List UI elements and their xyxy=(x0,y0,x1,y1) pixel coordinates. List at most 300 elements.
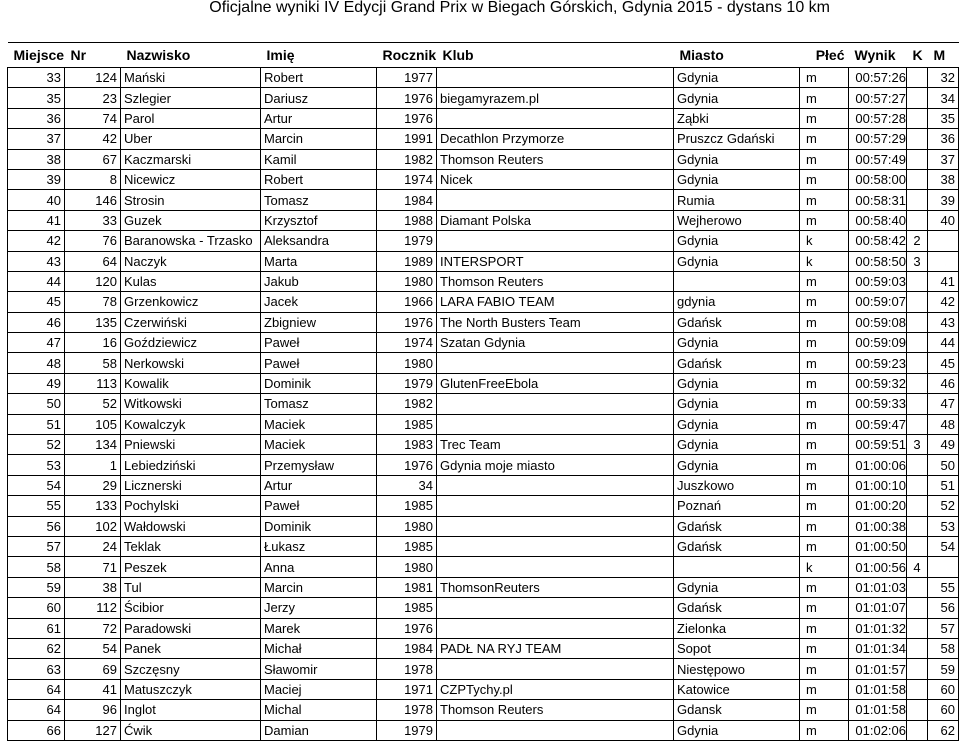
cell-m: 54 xyxy=(928,536,959,556)
cell-miasto: Gdynia xyxy=(674,435,800,455)
cell-m: 48 xyxy=(928,414,959,434)
cell-m xyxy=(928,251,959,271)
cell-k xyxy=(907,516,928,536)
cell-klub xyxy=(437,108,674,128)
cell-klub: Thomson Reuters xyxy=(437,700,674,720)
cell-plec: m xyxy=(800,169,849,189)
cell-miasto: Katowice xyxy=(674,679,800,699)
cell-imie: Damian xyxy=(261,720,377,740)
cell-rocznik: 34 xyxy=(377,475,437,495)
cell-plec: m xyxy=(800,210,849,230)
cell-nr: 71 xyxy=(65,557,121,577)
cell-klub xyxy=(437,659,674,679)
cell-rocznik: 1976 xyxy=(377,88,437,108)
cell-nazwisko: Pniewski xyxy=(121,435,261,455)
cell-k: 3 xyxy=(907,435,928,455)
cell-plec: m xyxy=(800,68,849,88)
cell-klub: Trec Team xyxy=(437,435,674,455)
cell-k xyxy=(907,700,928,720)
cell-k xyxy=(907,169,928,189)
table-row xyxy=(8,108,959,128)
cell-miejsce: 61 xyxy=(8,618,65,638)
cell-plec: m xyxy=(800,577,849,597)
cell-rocznik: 1978 xyxy=(377,700,437,720)
cell-klub xyxy=(437,557,674,577)
cell-miasto: Gdańsk xyxy=(674,598,800,618)
cell-imie: Michal xyxy=(261,700,377,720)
cell-plec: m xyxy=(800,190,849,210)
header-miejsce: Miejsce xyxy=(8,43,65,68)
cell-miejsce: 57 xyxy=(8,536,65,556)
cell-miejsce: 62 xyxy=(8,638,65,658)
cell-klub: GlutenFreeEbola xyxy=(437,373,674,393)
cell-nr: 76 xyxy=(65,231,121,251)
cell-plec: k xyxy=(800,231,849,251)
cell-nazwisko: Nicewicz xyxy=(121,169,261,189)
cell-nazwisko: Paradowski xyxy=(121,618,261,638)
cell-nr: 69 xyxy=(65,659,121,679)
cell-miasto: Gdynia xyxy=(674,251,800,271)
cell-klub: The North Busters Team xyxy=(437,312,674,332)
cell-imie: Przemysław xyxy=(261,455,377,475)
cell-klub: Szatan Gdynia xyxy=(437,333,674,353)
cell-miejsce: 58 xyxy=(8,557,65,577)
cell-wynik: 00:59:23 xyxy=(849,353,907,373)
cell-klub: Decathlon Przymorze xyxy=(437,129,674,149)
cell-nazwisko: Panek xyxy=(121,638,261,658)
cell-k xyxy=(907,536,928,556)
cell-rocznik: 1974 xyxy=(377,333,437,353)
cell-nazwisko: Peszek xyxy=(121,557,261,577)
table-row xyxy=(8,251,959,271)
cell-miejsce: 40 xyxy=(8,190,65,210)
cell-nr: 134 xyxy=(65,435,121,455)
table-row xyxy=(8,638,959,658)
cell-plec: m xyxy=(800,394,849,414)
cell-k xyxy=(907,394,928,414)
cell-klub xyxy=(437,394,674,414)
cell-klub xyxy=(437,720,674,740)
cell-wynik: 00:58:42 xyxy=(849,231,907,251)
cell-miejsce: 38 xyxy=(8,149,65,169)
cell-plec: m xyxy=(800,129,849,149)
cell-wynik: 00:57:27 xyxy=(849,88,907,108)
cell-rocznik: 1985 xyxy=(377,496,437,516)
cell-imie: Marta xyxy=(261,251,377,271)
cell-rocznik: 1983 xyxy=(377,435,437,455)
cell-nazwisko: Czerwiński xyxy=(121,312,261,332)
table-row xyxy=(8,475,959,495)
table-row xyxy=(8,169,959,189)
cell-miejsce: 66 xyxy=(8,720,65,740)
cell-m: 60 xyxy=(928,679,959,699)
cell-rocznik: 1985 xyxy=(377,414,437,434)
cell-rocznik: 1976 xyxy=(377,618,437,638)
cell-klub: Nicek xyxy=(437,169,674,189)
cell-miasto: Sopot xyxy=(674,638,800,658)
cell-m xyxy=(928,231,959,251)
cell-plec: m xyxy=(800,108,849,128)
cell-imie: Anna xyxy=(261,557,377,577)
cell-rocznik: 1976 xyxy=(377,312,437,332)
cell-nr: 105 xyxy=(65,414,121,434)
cell-k xyxy=(907,720,928,740)
cell-miejsce: 54 xyxy=(8,475,65,495)
table-row xyxy=(8,149,959,169)
cell-nr: 33 xyxy=(65,210,121,230)
cell-k xyxy=(907,598,928,618)
table-row xyxy=(8,414,959,434)
cell-miejsce: 46 xyxy=(8,312,65,332)
cell-miasto: gdynia xyxy=(674,292,800,312)
table-row xyxy=(8,353,959,373)
cell-rocznik: 1977 xyxy=(377,68,437,88)
cell-miasto: Gdańsk xyxy=(674,353,800,373)
cell-nr: 8 xyxy=(65,169,121,189)
cell-nr: 78 xyxy=(65,292,121,312)
header-k: K xyxy=(907,43,928,68)
cell-rocznik: 1980 xyxy=(377,353,437,373)
cell-nazwisko: Wałdowski xyxy=(121,516,261,536)
cell-rocznik: 1979 xyxy=(377,231,437,251)
cell-miejsce: 39 xyxy=(8,169,65,189)
cell-nazwisko: Tul xyxy=(121,577,261,597)
cell-rocznik: 1985 xyxy=(377,536,437,556)
cell-plec: m xyxy=(800,312,849,332)
cell-plec: m xyxy=(800,88,849,108)
cell-klub xyxy=(437,68,674,88)
cell-k xyxy=(907,679,928,699)
cell-miejsce: 41 xyxy=(8,210,65,230)
cell-plec: m xyxy=(800,455,849,475)
cell-miasto xyxy=(674,557,800,577)
table-row xyxy=(8,271,959,291)
cell-nazwisko: Inglot xyxy=(121,700,261,720)
cell-rocznik: 1974 xyxy=(377,169,437,189)
cell-m: 32 xyxy=(928,68,959,88)
cell-k: 4 xyxy=(907,557,928,577)
cell-k xyxy=(907,618,928,638)
cell-imie: Marcin xyxy=(261,577,377,597)
table-row xyxy=(8,536,959,556)
cell-miejsce: 64 xyxy=(8,679,65,699)
cell-nr: 135 xyxy=(65,312,121,332)
cell-m: 40 xyxy=(928,210,959,230)
cell-nazwisko: Szlegier xyxy=(121,88,261,108)
table-row xyxy=(8,618,959,638)
cell-rocznik: 1976 xyxy=(377,108,437,128)
cell-m: 45 xyxy=(928,353,959,373)
cell-m: 57 xyxy=(928,618,959,638)
cell-miasto: Gdynia xyxy=(674,231,800,251)
cell-rocznik: 1966 xyxy=(377,292,437,312)
cell-miasto: Wejherowo xyxy=(674,210,800,230)
cell-wynik: 00:59:47 xyxy=(849,414,907,434)
header-imie: Imię xyxy=(261,43,377,68)
cell-nazwisko: Mański xyxy=(121,68,261,88)
cell-nazwisko: Witkowski xyxy=(121,394,261,414)
table-row xyxy=(8,720,959,740)
cell-nr: 67 xyxy=(65,149,121,169)
cell-nazwisko: Nerkowski xyxy=(121,353,261,373)
cell-miasto: Gdańsk xyxy=(674,312,800,332)
cell-nr: 72 xyxy=(65,618,121,638)
table-row xyxy=(8,68,959,88)
cell-wynik: 00:59:51 xyxy=(849,435,907,455)
cell-m: 49 xyxy=(928,435,959,455)
results-table xyxy=(7,42,959,741)
cell-klub: PADŁ NA RYJ TEAM xyxy=(437,638,674,658)
cell-m: 53 xyxy=(928,516,959,536)
cell-nazwisko: Szczęsny xyxy=(121,659,261,679)
cell-m: 41 xyxy=(928,271,959,291)
table-row xyxy=(8,659,959,679)
cell-nr: 1 xyxy=(65,455,121,475)
cell-miasto: Ząbki xyxy=(674,108,800,128)
cell-miasto: Gdansk xyxy=(674,700,800,720)
cell-miejsce: 63 xyxy=(8,659,65,679)
cell-k xyxy=(907,68,928,88)
cell-m: 46 xyxy=(928,373,959,393)
table-row xyxy=(8,394,959,414)
cell-m: 44 xyxy=(928,333,959,353)
cell-plec: m xyxy=(800,638,849,658)
cell-k xyxy=(907,108,928,128)
cell-m: 51 xyxy=(928,475,959,495)
cell-imie: Sławomir xyxy=(261,659,377,679)
cell-m: 36 xyxy=(928,129,959,149)
cell-miasto: Gdynia xyxy=(674,88,800,108)
cell-miejsce: 59 xyxy=(8,577,65,597)
cell-miejsce: 35 xyxy=(8,88,65,108)
cell-wynik: 00:58:00 xyxy=(849,169,907,189)
cell-plec: m xyxy=(800,333,849,353)
header-m: M xyxy=(928,43,959,68)
page-title xyxy=(0,0,960,20)
cell-plec: m xyxy=(800,700,849,720)
cell-rocznik: 1979 xyxy=(377,720,437,740)
cell-miejsce: 55 xyxy=(8,496,65,516)
cell-k xyxy=(907,271,928,291)
cell-k: 2 xyxy=(907,231,928,251)
cell-m xyxy=(928,557,959,577)
cell-klub xyxy=(437,353,674,373)
cell-rocznik: 1984 xyxy=(377,638,437,658)
cell-miasto: Gdynia xyxy=(674,414,800,434)
cell-wynik: 00:57:28 xyxy=(849,108,907,128)
cell-nr: 42 xyxy=(65,129,121,149)
cell-klub xyxy=(437,496,674,516)
cell-imie: Artur xyxy=(261,108,377,128)
cell-imie: Paweł xyxy=(261,496,377,516)
cell-plec: m xyxy=(800,373,849,393)
cell-imie: Jerzy xyxy=(261,598,377,618)
cell-klub: Gdynia moje miasto xyxy=(437,455,674,475)
cell-miasto: Gdynia xyxy=(674,720,800,740)
cell-klub: Thomson Reuters xyxy=(437,149,674,169)
header-wynik: Wynik xyxy=(849,43,907,68)
cell-nr: 24 xyxy=(65,536,121,556)
cell-imie: Maciek xyxy=(261,414,377,434)
cell-miejsce: 45 xyxy=(8,292,65,312)
header-nazwisko: Nazwisko xyxy=(121,43,261,68)
table-row xyxy=(8,231,959,251)
table-row xyxy=(8,679,959,699)
cell-klub: INTERSPORT xyxy=(437,251,674,271)
cell-miejsce: 36 xyxy=(8,108,65,128)
cell-m: 34 xyxy=(928,88,959,108)
cell-klub xyxy=(437,618,674,638)
cell-plec: m xyxy=(800,149,849,169)
cell-plec: m xyxy=(800,679,849,699)
cell-k xyxy=(907,353,928,373)
cell-wynik: 01:00:56 xyxy=(849,557,907,577)
cell-miejsce: 64 xyxy=(8,700,65,720)
cell-wynik: 01:01:58 xyxy=(849,700,907,720)
cell-nazwisko: Naczyk xyxy=(121,251,261,271)
cell-plec: m xyxy=(800,598,849,618)
cell-plec: k xyxy=(800,557,849,577)
cell-imie: Krzysztof xyxy=(261,210,377,230)
table-row xyxy=(8,598,959,618)
cell-miasto: Poznań xyxy=(674,496,800,516)
cell-miasto xyxy=(674,271,800,291)
cell-nr: 23 xyxy=(65,88,121,108)
cell-nr: 112 xyxy=(65,598,121,618)
cell-m: 42 xyxy=(928,292,959,312)
table-row xyxy=(8,312,959,332)
cell-klub: biegamyrazem.pl xyxy=(437,88,674,108)
cell-rocznik: 1988 xyxy=(377,210,437,230)
cell-imie: Robert xyxy=(261,68,377,88)
cell-klub: ThomsonReuters xyxy=(437,577,674,597)
cell-nr: 16 xyxy=(65,333,121,353)
cell-wynik: 01:01:57 xyxy=(849,659,907,679)
cell-k: 3 xyxy=(907,251,928,271)
cell-k xyxy=(907,414,928,434)
cell-rocznik: 1989 xyxy=(377,251,437,271)
cell-nr: 29 xyxy=(65,475,121,495)
cell-m: 60 xyxy=(928,700,959,720)
cell-wynik: 00:59:09 xyxy=(849,333,907,353)
cell-nazwisko: Guzek xyxy=(121,210,261,230)
table-row xyxy=(8,577,959,597)
cell-wynik: 00:59:08 xyxy=(849,312,907,332)
cell-rocznik: 1982 xyxy=(377,149,437,169)
table-row xyxy=(8,700,959,720)
cell-k xyxy=(907,455,928,475)
cell-plec: m xyxy=(800,720,849,740)
cell-miejsce: 50 xyxy=(8,394,65,414)
cell-nazwisko: Kulas xyxy=(121,271,261,291)
header-nr: Nr xyxy=(65,43,121,68)
cell-nr: 146 xyxy=(65,190,121,210)
cell-plec: m xyxy=(800,536,849,556)
cell-miasto: Gdańsk xyxy=(674,516,800,536)
cell-wynik: 01:00:20 xyxy=(849,496,907,516)
cell-imie: Marek xyxy=(261,618,377,638)
cell-imie: Dominik xyxy=(261,373,377,393)
cell-rocznik: 1981 xyxy=(377,577,437,597)
cell-nr: 54 xyxy=(65,638,121,658)
cell-nazwisko: Licznerski xyxy=(121,475,261,495)
cell-klub: CZPTychy.pl xyxy=(437,679,674,699)
cell-imie: Kamil xyxy=(261,149,377,169)
cell-klub xyxy=(437,414,674,434)
cell-k xyxy=(907,292,928,312)
cell-miejsce: 49 xyxy=(8,373,65,393)
table-row xyxy=(8,129,959,149)
cell-m: 39 xyxy=(928,190,959,210)
cell-m: 59 xyxy=(928,659,959,679)
cell-imie: Robert xyxy=(261,169,377,189)
cell-klub xyxy=(437,598,674,618)
cell-nazwisko: Ścibior xyxy=(121,598,261,618)
cell-nr: 96 xyxy=(65,700,121,720)
cell-m: 62 xyxy=(928,720,959,740)
cell-m: 52 xyxy=(928,496,959,516)
cell-nazwisko: Pochylski xyxy=(121,496,261,516)
cell-plec: m xyxy=(800,353,849,373)
cell-miasto: Gdynia xyxy=(674,394,800,414)
cell-nr: 58 xyxy=(65,353,121,373)
cell-nazwisko: Matuszczyk xyxy=(121,679,261,699)
cell-imie: Jacek xyxy=(261,292,377,312)
cell-nr: 102 xyxy=(65,516,121,536)
table-row xyxy=(8,516,959,536)
cell-klub xyxy=(437,231,674,251)
cell-k xyxy=(907,88,928,108)
cell-miejsce: 44 xyxy=(8,271,65,291)
cell-rocznik: 1978 xyxy=(377,659,437,679)
cell-nr: 52 xyxy=(65,394,121,414)
cell-imie: Tomasz xyxy=(261,394,377,414)
cell-imie: Maciej xyxy=(261,679,377,699)
header-rocznik: Rocznik xyxy=(377,43,437,68)
cell-k xyxy=(907,129,928,149)
cell-nazwisko: Parol xyxy=(121,108,261,128)
cell-miejsce: 51 xyxy=(8,414,65,434)
cell-imie: Aleksandra xyxy=(261,231,377,251)
cell-miasto: Pruszcz Gdański xyxy=(674,129,800,149)
cell-imie: Dariusz xyxy=(261,88,377,108)
cell-nazwisko: Strosin xyxy=(121,190,261,210)
cell-miejsce: 52 xyxy=(8,435,65,455)
cell-m: 37 xyxy=(928,149,959,169)
cell-miejsce: 60 xyxy=(8,598,65,618)
cell-rocznik: 1982 xyxy=(377,394,437,414)
cell-wynik: 01:02:06 xyxy=(849,720,907,740)
cell-miejsce: 42 xyxy=(8,231,65,251)
cell-m: 38 xyxy=(928,169,959,189)
cell-rocznik: 1980 xyxy=(377,557,437,577)
cell-miejsce: 43 xyxy=(8,251,65,271)
cell-imie: Paweł xyxy=(261,333,377,353)
cell-k xyxy=(907,210,928,230)
cell-nr: 113 xyxy=(65,373,121,393)
cell-miasto: Juszkowo xyxy=(674,475,800,495)
cell-m: 47 xyxy=(928,394,959,414)
cell-klub xyxy=(437,475,674,495)
cell-nr: 38 xyxy=(65,577,121,597)
cell-wynik: 01:01:32 xyxy=(849,618,907,638)
table-row xyxy=(8,496,959,516)
cell-miejsce: 37 xyxy=(8,129,65,149)
cell-wynik: 00:57:29 xyxy=(849,129,907,149)
cell-rocznik: 1985 xyxy=(377,598,437,618)
cell-plec: m xyxy=(800,516,849,536)
cell-plec: m xyxy=(800,271,849,291)
